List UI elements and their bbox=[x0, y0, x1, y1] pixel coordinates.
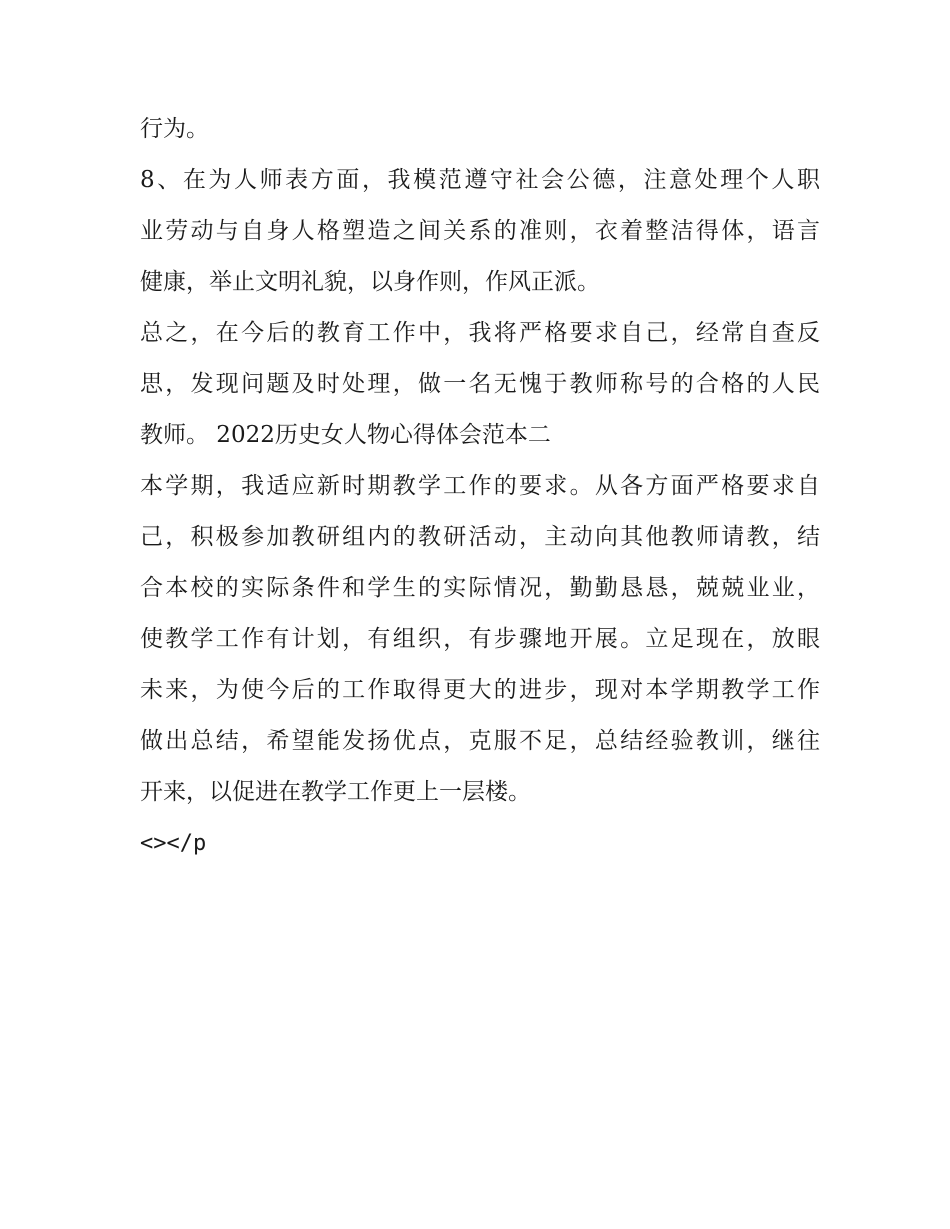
text-line: 总之，在今后的教育工作中，我将严格要求自己，经常自查反 bbox=[140, 320, 820, 346]
text-line: 使教学工作有计划，有组织，有步骤地开展。立足现在，放眼 bbox=[140, 626, 820, 652]
text-line: 合本校的实际条件和学生的实际情况，勤勤恳恳，兢兢业业， bbox=[140, 575, 820, 601]
text-line: 思，发现问题及时处理，做一名无愧于教师称号的合格的人民 bbox=[140, 371, 820, 397]
text-line: 业劳动与自身人格塑造之间关系的准则，衣着整洁得体，语言 bbox=[140, 218, 820, 244]
text-line-markup-remnant: <></p bbox=[140, 831, 207, 856]
text-line: 开来，以促进在教学工作更上一层楼。 bbox=[140, 779, 531, 805]
text-line: 未来，为使今后的工作取得更大的进步，现对本学期教学工作 bbox=[140, 677, 820, 703]
document-body bbox=[140, 104, 820, 869]
text-line: 教师。 2022历史女人物心得体会范本二 bbox=[140, 422, 551, 448]
text-line: 本学期，我适应新时期教学工作的要求。从各方面严格要求自 bbox=[140, 473, 820, 499]
text-line: 做出总结，希望能发扬优点，克服不足，总结经验教训，继往 bbox=[140, 728, 820, 754]
text-line: 健康，举止文明礼貌，以身作则，作风正派。 bbox=[140, 269, 600, 295]
text-line: 行为。 bbox=[140, 116, 209, 142]
text-line: 8、在为人师表方面，我模范遵守社会公德，注意处理个人职 bbox=[140, 167, 820, 193]
text-line: 己，积极参加教研组内的教研活动，主动向其他教师请教，结 bbox=[140, 524, 820, 550]
